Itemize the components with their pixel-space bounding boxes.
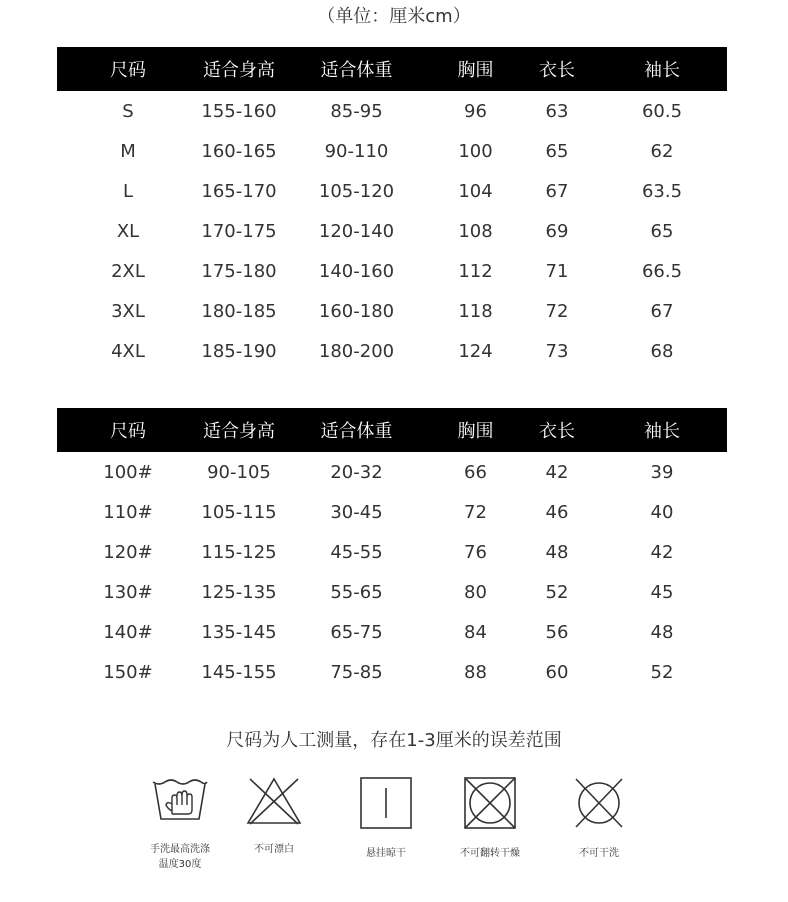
chest-cell: 118	[458, 300, 493, 322]
care-item-no-tumble-dry	[435, 776, 545, 861]
chest-cell: 124	[458, 340, 493, 362]
table-row	[57, 131, 727, 171]
no-bleach-icon	[244, 776, 304, 826]
care-label: 不可漂白	[254, 844, 294, 855]
table-row	[57, 532, 727, 572]
care-label: 悬挂晾干	[366, 848, 406, 859]
weight-cell: 90-110	[324, 140, 389, 162]
length-cell: 42	[545, 461, 569, 483]
weight-cell: 140-160	[318, 260, 395, 282]
height-cell: 135-145	[201, 621, 277, 643]
chest-cell: 66	[464, 461, 487, 483]
length-cell: 48	[545, 541, 569, 563]
sleeve-cell: 68	[650, 340, 674, 362]
sleeve-cell: 48	[650, 621, 674, 643]
size-cell: 100#	[103, 461, 153, 483]
size-cell: 120#	[103, 541, 153, 563]
header-size: 尺码	[57, 408, 199, 452]
care-item-no-dry-clean	[544, 776, 654, 861]
size-cell: 2XL	[111, 260, 145, 282]
chest-cell: 108	[458, 220, 493, 242]
height-cell: 145-155	[201, 661, 277, 683]
height-cell: 170-175	[201, 220, 277, 242]
length-cell: 46	[545, 501, 569, 523]
size-cell: XL	[116, 220, 140, 242]
chest-cell: 88	[464, 661, 487, 683]
table-row	[57, 291, 727, 331]
sleeve-cell: 62	[650, 140, 674, 162]
chest-cell: 80	[464, 581, 487, 603]
height-cell: 160-165	[201, 140, 277, 162]
sleeve-cell: 65	[650, 220, 674, 242]
no-tumble-dry-icon	[460, 776, 520, 830]
length-cell: 73	[545, 340, 569, 362]
table-row	[57, 171, 727, 211]
size-cell: 110#	[103, 501, 153, 523]
header-sleeve: 袖长	[597, 47, 727, 91]
weight-cell: 55-65	[330, 581, 383, 603]
chest-cell: 104	[458, 180, 493, 202]
header-length: 衣长	[517, 408, 597, 452]
size-cell: M	[120, 140, 136, 162]
no-dry-clean-icon	[569, 776, 629, 830]
chest-cell: 100	[458, 140, 493, 162]
hand-wash-icon	[150, 776, 210, 826]
length-cell: 60	[545, 661, 569, 683]
table-row	[57, 492, 727, 532]
sleeve-cell: 39	[650, 461, 674, 483]
table-row	[57, 572, 727, 612]
sleeve-cell: 60.5	[641, 100, 683, 122]
sleeve-cell: 66.5	[641, 260, 683, 282]
height-cell: 125-135	[201, 581, 277, 603]
size-cell: 150#	[103, 661, 153, 683]
chest-cell: 72	[464, 501, 487, 523]
sleeve-cell: 45	[650, 581, 674, 603]
table-row	[57, 612, 727, 652]
weight-cell: 85-95	[330, 100, 383, 122]
header-height: 适合身高	[199, 408, 279, 452]
weight-cell: 65-75	[330, 621, 383, 643]
weight-cell: 30-45	[330, 501, 383, 523]
chest-cell: 76	[464, 541, 487, 563]
table-row	[57, 211, 727, 251]
length-cell: 72	[545, 300, 569, 322]
length-cell: 63	[545, 100, 569, 122]
header-height: 适合身高	[199, 47, 279, 91]
chest-cell: 96	[464, 100, 487, 122]
weight-cell: 180-200	[318, 340, 395, 362]
chest-cell: 84	[464, 621, 487, 643]
care-item-no-bleach	[219, 776, 329, 857]
weight-cell: 120-140	[318, 220, 395, 242]
height-cell: 155-160	[201, 100, 277, 122]
length-cell: 65	[545, 140, 569, 162]
height-cell: 185-190	[201, 340, 277, 362]
size-cell: L	[122, 180, 134, 202]
weight-cell: 75-85	[330, 661, 383, 683]
table-header-row	[57, 47, 727, 91]
length-cell: 71	[545, 260, 569, 282]
hang-dry-icon	[356, 776, 416, 830]
weight-cell: 105-120	[318, 180, 395, 202]
weight-cell: 45-55	[330, 541, 383, 563]
header-length: 衣长	[517, 47, 597, 91]
length-cell: 56	[545, 621, 569, 643]
height-cell: 105-115	[201, 501, 277, 523]
height-cell: 115-125	[201, 541, 277, 563]
size-cell: 140#	[103, 621, 153, 643]
height-cell: 90-105	[207, 461, 271, 483]
table-row	[57, 652, 727, 692]
header-weight: 适合体重	[279, 408, 434, 452]
length-cell: 67	[545, 180, 569, 202]
kids-size-table	[57, 408, 727, 692]
care-label: 不可翻转干燥	[460, 848, 520, 859]
height-cell: 165-170	[201, 180, 277, 202]
chest-cell: 112	[458, 260, 493, 282]
measurement-error-note: 尺码为人工测量，存在1-3厘米的误差范围	[226, 730, 562, 751]
size-cell: 4XL	[111, 340, 145, 362]
sleeve-cell: 52	[650, 661, 674, 683]
table-row	[57, 331, 727, 371]
header-sleeve: 袖长	[597, 408, 727, 452]
sleeve-cell: 63.5	[641, 180, 683, 202]
size-cell: 3XL	[111, 300, 145, 322]
header-size: 尺码	[57, 47, 199, 91]
table-row	[57, 452, 727, 492]
table-header-row	[57, 408, 727, 452]
size-cell: 130#	[103, 581, 153, 603]
care-label: 手洗最高洗涤温度30度	[150, 844, 210, 870]
length-cell: 52	[545, 581, 569, 603]
care-label: 不可干洗	[579, 848, 619, 859]
weight-cell: 20-32	[330, 461, 383, 483]
care-item-hang-dry	[331, 776, 441, 861]
header-chest: 胸围	[434, 408, 517, 452]
sleeve-cell: 40	[650, 501, 674, 523]
height-cell: 180-185	[201, 300, 277, 322]
header-chest: 胸围	[434, 47, 517, 91]
size-cell: S	[122, 100, 134, 122]
length-cell: 69	[545, 220, 569, 242]
table-row	[57, 91, 727, 131]
table-row	[57, 251, 727, 291]
unit-note: （单位：厘米cm）	[317, 6, 471, 27]
sleeve-cell: 42	[650, 541, 674, 563]
header-weight: 适合体重	[279, 47, 434, 91]
height-cell: 175-180	[201, 260, 277, 282]
adult-size-table	[57, 47, 727, 371]
weight-cell: 160-180	[318, 300, 395, 322]
sleeve-cell: 67	[650, 300, 674, 322]
